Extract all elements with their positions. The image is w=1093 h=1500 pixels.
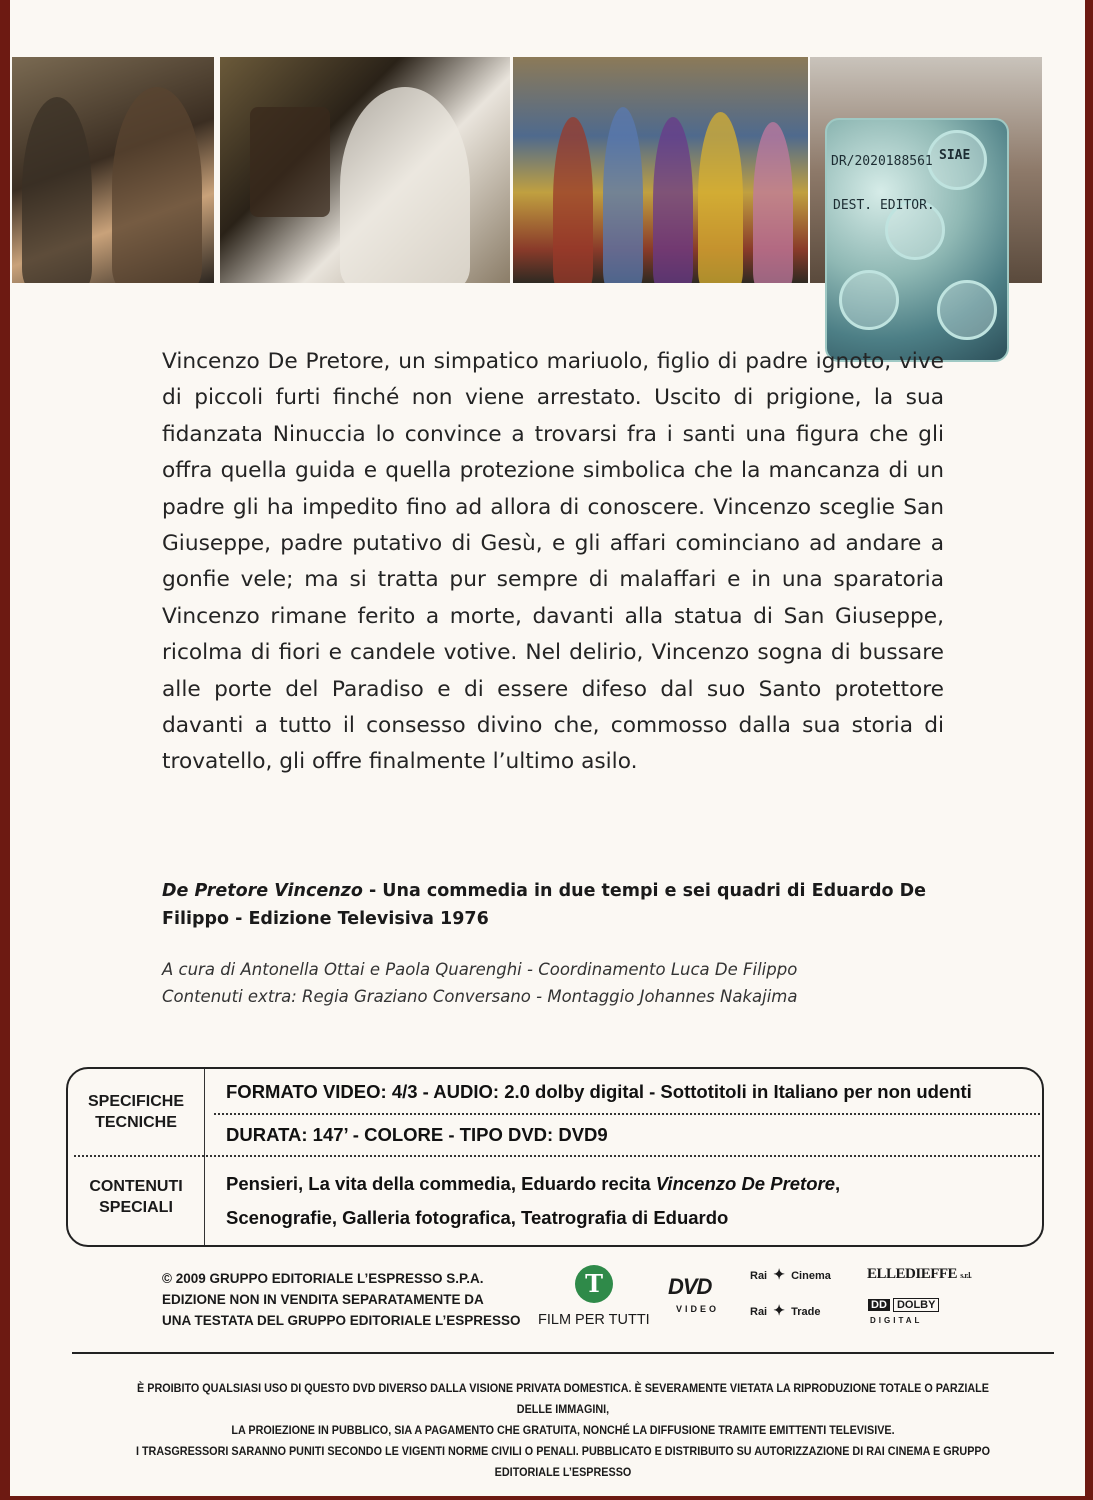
specs-box (66, 1067, 1044, 1247)
copyright-warning: È PROIBITO QUALSIASI USO DI QUESTO DVD DIVERSO DALLA VISIONE PRIVATA DOMESTICA. È SEVERAMENTE VIETATA LA RIPRODUZIONE TOTALE O PARZIALE DELLE IMMAGINI, LA PROIEZIONE IN PUBBLICO, SIA A PAGAMENTO CHE GRATUITA, NONCHÉ LA DIFFUSIONE TRAMITE EMITTENTI TELEVISIVE. I TRASGRESSORI SARANNO PUNITI SECONDO LE VIGENTI NORME CIVILI O PENALI. PUBBLICATO E DISTRIBUITO SU AUTORIZZAZIONE DI RAI CINEMA E GRUPPO EDITORIALE L’ESPRESSO (135, 1381, 991, 1479)
specs-divider-section (74, 1155, 1040, 1157)
rai-cinema-logo: Rai ✦ Cinema (750, 1266, 831, 1282)
dvd-back-cover (10, 0, 1085, 1496)
specs-divider-row (214, 1113, 1040, 1115)
specs-divider-vertical (204, 1069, 205, 1245)
dolby-digital-sub: DIGITAL (870, 1316, 923, 1325)
dvd-video-logo: DVD (668, 1274, 712, 1299)
production-credits (162, 877, 962, 933)
tech-specs-format: FORMATO VIDEO: 4/3 - AUDIO: 2.0 dolby digital - Sottotitoli in Italiano per non udenti (226, 1081, 972, 1102)
siae-logo: SIAE (939, 148, 971, 163)
dvd-video-sub: VIDEO (676, 1304, 720, 1314)
ellediefe-logo: ELLEDIEFFE s.r.l. (867, 1266, 972, 1282)
footer-divider (72, 1352, 1054, 1354)
still-image-3 (513, 57, 808, 283)
work-description: - Una commedia in due tempi e sei quadri di Eduardo De Filippo - Edizione Televisiva 1976 (162, 881, 927, 929)
special-contents-label: CONTENUTI SPECIALI (89, 1178, 183, 1216)
tech-specs-duration: DURATA: 147’ - COLORE - TIPO DVD: DVD9 (226, 1124, 608, 1145)
extras-credits-line: Contenuti extra: Regia Graziano Conversano - Montaggio Johannes Nakajima (162, 987, 798, 1006)
curators-credits (162, 956, 962, 1010)
still-image-2 (220, 57, 510, 283)
seal-label: DEST. EDITOR. (833, 198, 935, 213)
special-contents-line-1: Pensieri, La vita della commedia, Eduardo recita Vincenzo De Pretore, (226, 1173, 841, 1194)
siae-hologram-seal (825, 118, 1009, 362)
film-per-tutti-logo: T (575, 1265, 613, 1303)
rai-trade-logo: Rai ✦ Trade (750, 1302, 821, 1318)
publisher-notice: © 2009 GRUPPO EDITORIALE L’ESPRESSO S.P.A. EDIZIONE NON IN VENDITA SEPARATAMENTE DA UNA TESTATA DEL GRUPPO EDITORIALE L’ESPRESSO (162, 1271, 521, 1328)
work-title: De Pretore Vincenzo (162, 881, 363, 901)
curators-line: A cura di Antonella Ottai e Paola Quarenghi - Coordinamento Luca De Filippo (162, 960, 798, 979)
synopsis-text: Vincenzo De Pretore, un simpatico mariuolo, figlio di padre ignoto, vive di piccoli furti finché non viene arrestato. Uscito di prigione, la sua fidanzata Ninuccia lo convince a trovarsi fra i santi una figura che gli offra quella guida e quella protezione simbolica che la mancanza di un padre gli ha impedito fino ad allora di conoscere. Vincenzo sceglie San Giuseppe, padre putativo di Gesù, e gli affari cominciano ad andare a gonfie vele; ma si tratta pur sempre di malaffari e in una sparatoria Vincenzo rimane ferito a morte, davanti alla statua di San Giuseppe, ricolma di fiori e candele votive. Nel delirio, Vincenzo sogna di bussare alle porte del Paradiso e di essere difeso dal suo Santo protettore davanti a tutto il consesso divino che, commosso dalla sua storia di trovatello, gli offre finalmente l’ultimo asilo. (162, 349, 944, 775)
still-image-1 (12, 57, 214, 283)
seal-code: DR/2020188561 (831, 154, 933, 169)
dolby-digital-logo: DD DOLBY (868, 1298, 939, 1312)
special-contents-line-2: Scenografie, Galleria fotografica, Teatrografia di Eduardo (226, 1207, 729, 1228)
tech-specs-label: SPECIFICHE TECNICHE (87, 1093, 184, 1131)
film-per-tutti-label: FILM PER TUTTI (538, 1312, 650, 1328)
